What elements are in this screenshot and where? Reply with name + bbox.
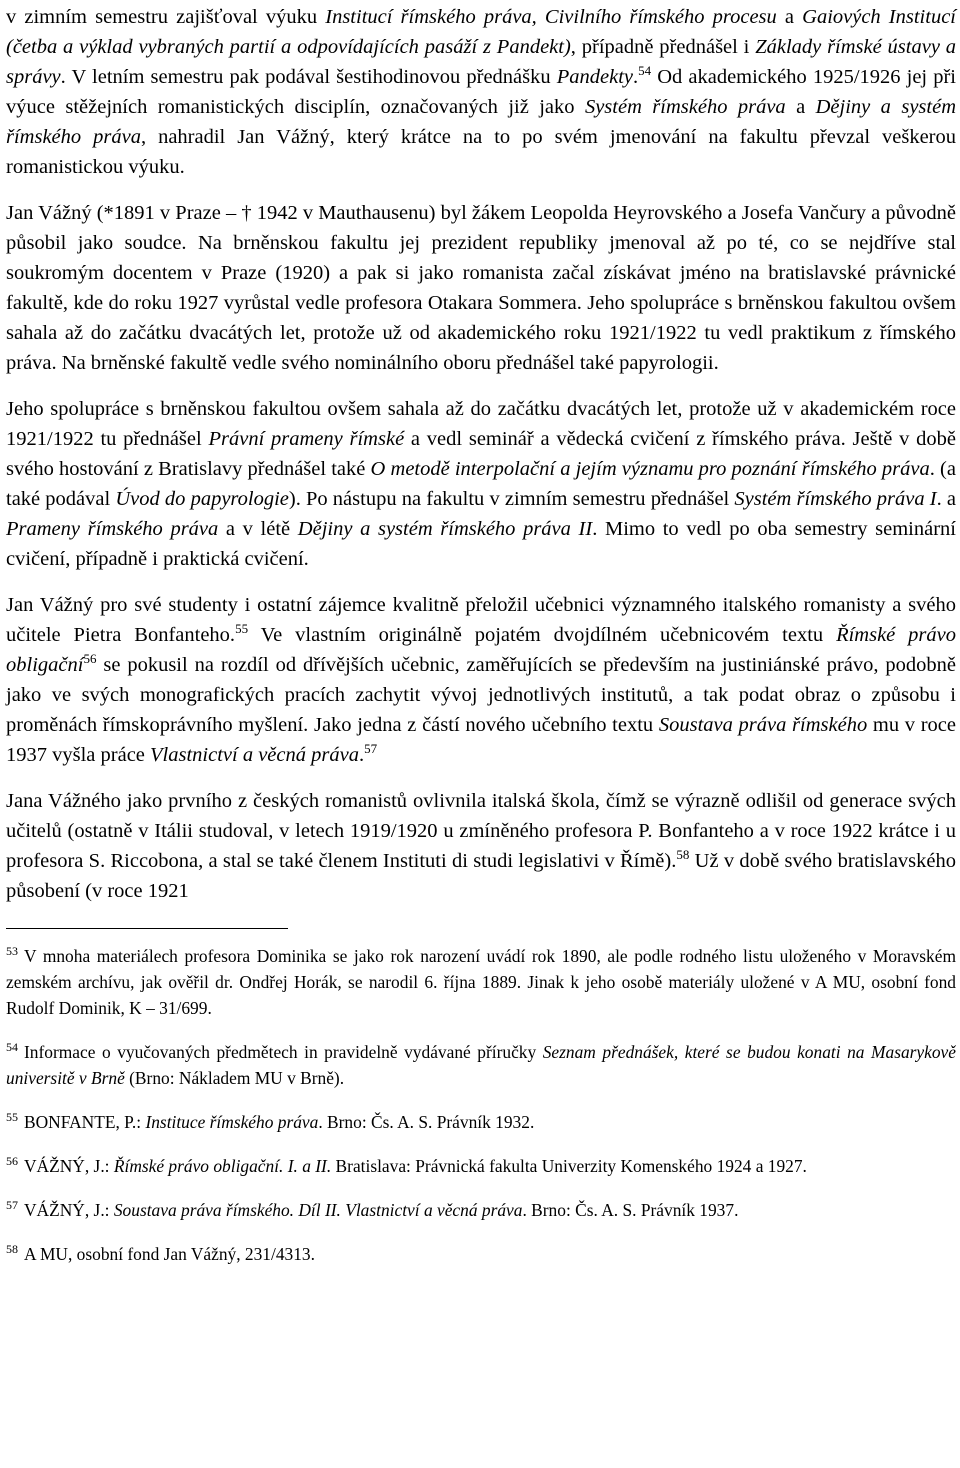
footnote-number: 58 <box>6 1242 18 1257</box>
text-run: . Brno: Čs. A. S. Právník 1932. <box>318 1112 535 1132</box>
paragraph <box>6 590 956 770</box>
text-run: Od akademického 1925/1926 jej při výuce stěžejních romanistických disciplín, označovaných již jako <box>6 66 956 118</box>
text-run: . a <box>936 488 957 510</box>
footnote-number: 57 <box>6 1198 18 1213</box>
italic-text: Seznam přednášek, které se budou konati na Masarykově universitě v Brně <box>6 1042 956 1088</box>
text-run: . Brno: Čs. A. S. Právník 1937. <box>522 1200 739 1220</box>
footnote <box>6 1109 956 1135</box>
footnote-reference[interactable]: 58 <box>676 847 690 863</box>
footnote-reference[interactable]: 54 <box>638 63 652 79</box>
text-run: a <box>785 96 816 118</box>
italic-text: Soustava práva římského <box>658 714 868 736</box>
italic-text: Pandekty <box>556 66 633 88</box>
text-run: . <box>358 744 365 766</box>
text-run: a <box>776 6 803 28</box>
italic-text: O metodě interpolační a jejím významu pro poznání římského práva <box>370 458 930 480</box>
document-page <box>6 0 956 1285</box>
text-run: ). Po nástupu na fakultu v zimním semestru přednášel <box>288 488 735 510</box>
footnote-separator <box>6 928 288 929</box>
text-run: a v létě <box>218 518 298 540</box>
text-run: v zimním semestru zajišťoval výuku <box>6 6 326 28</box>
footnote-reference[interactable]: 55 <box>235 621 249 637</box>
text-run: , nahradil Jan Vážný, který krátce na to po svém jmenování na fakultu převzal veškerou romanistickou výuku. <box>6 126 957 178</box>
footnote <box>6 943 956 1021</box>
italic-text: Římské právo obligační. I. a II. <box>113 1156 332 1176</box>
italic-text: Římské právo obligační <box>6 624 957 676</box>
text-run: . V letním semestru pak podával šestihodinovou přednášku <box>60 66 557 88</box>
italic-text: Institucí římského práva, Civilního římského procesu <box>325 6 777 28</box>
text-run: a vedl seminář a vědecká cvičení z římského práva. Ještě v době svého hostování z Bratislavy přednášel také <box>6 428 956 480</box>
text-run: , případně přednášel i <box>570 36 756 58</box>
text-run: mu v roce 1937 vyšla práce <box>6 714 956 766</box>
text-run: Jan Vážný (*1891 v Praze – † 1942 v Mauthausenu) byl žákem Leopolda Heyrovského a Josefa Vančury a původně působil jako soudce. Na brněnskou fakultu jej prezident republiky jmenoval až po té, co se nejdříve stal soukromým docentem v Praze (1920) a pak si jako romanista začal získávat jméno na bratislavské právnické fakultě, kde do roku 1927 vyrůstal vedle profesora Otakara Sommera. Jeho spolupráce s brněnskou fakultou ovšem sahala až do začátku dvacátých let, protože už od akademického roku 1921/1922 tu vedl praktikum z římského práva. Na brněnské fakultě vedle svého nominálního oboru přednášel také papyrologii. <box>6 202 956 374</box>
italic-text: Úvod do papyrologie <box>115 488 289 510</box>
body-text <box>6 2 956 906</box>
text-run: Informace o vyučovaných předmětech in pravidelně vydávané příručky <box>24 1042 543 1062</box>
paragraph <box>6 2 956 182</box>
footnote-reference[interactable]: 57 <box>364 741 378 757</box>
text-run: Jana Vážného jako prvního z českých romanistů ovlivnila italská škola, čímž se výrazně odlišil od generace svých učitelů (ostatně v Itálii studoval, v letech 1919/1920 u zmíněného profesora P. Bonfanteho a v roce 1922 krátce i u profesora S. Riccobona, a stal se také členem Instituti di studi legislativi v Římě). <box>6 790 956 872</box>
footnote <box>6 1153 956 1179</box>
footnote-number: 55 <box>6 1110 18 1125</box>
footnote <box>6 1241 956 1267</box>
italic-text: Dějiny a systém římského práva <box>6 96 956 148</box>
text-run: Bratislava: Právnická fakulta Univerzity Komenského 1924 a 1927. <box>331 1156 807 1176</box>
italic-text: Systém římského práva I <box>734 488 937 510</box>
text-run: VÁŽNÝ, J.: <box>24 1200 114 1220</box>
text-run: se pokusil na rozdíl od dřívějších učebnic, zaměřujících se především na justiniánské právo, podobně jako ve svých monografických pracích zachytit vývoj jednotlivých institutů, a tak podat obraz o způsobu i proměnách římskoprávního myšlení. Jako jedna z částí nového učebního textu <box>6 654 956 736</box>
text-run: Jan Vážný pro své studenty i ostatní zájemce kvalitně přeložil učebnici významného italského romanisty a svého učitele Pietra Bonfanteho. <box>6 594 956 646</box>
text-run: Už v době svého bratislavského působení (v roce 1921 <box>6 850 956 902</box>
text-run: . <box>633 66 639 88</box>
italic-text: Prameny římského práva <box>6 518 219 540</box>
footnote-number: 54 <box>6 1040 18 1055</box>
italic-text: Gaiových Institucí (četba a výklad vybraných partií a odpovídajících pasáží z Pandekt) <box>6 6 956 58</box>
italic-text: Soustava práva římského. Díl II. Vlastnictví a věcná práva <box>113 1200 523 1220</box>
footnotes <box>6 943 956 1267</box>
footnote-number: 53 <box>6 944 18 959</box>
text-run: Ve vlastním originálně pojatém dvojdílném učebnicovém textu <box>248 624 837 646</box>
text-run: . (a také podával <box>6 458 956 510</box>
italic-text: Vlastnictví a věcná práva <box>150 744 359 766</box>
text-run: VÁŽNÝ, J.: <box>24 1156 114 1176</box>
text-run: V mnoha materiálech profesora Dominika se jako rok narození uvádí rok 1890, ale podle rodného listu uloženého v Moravském zemském archívu, jak ověřil dr. Ondřej Horák, se narodil 6. října 1889. Jinak k jeho osobě materiály uložené v A MU, osobní fond Rudolf Dominik, K – 31/699. <box>6 946 956 1018</box>
footnote <box>6 1197 956 1223</box>
footnote-reference[interactable]: 56 <box>83 651 97 667</box>
paragraph <box>6 394 956 574</box>
text-run: (Brno: Nákladem MU v Brně). <box>124 1068 345 1088</box>
text-run: Jeho spolupráce s brněnskou fakultou ovšem sahala až do začátku dvacátých let, protože už v akademickém roce 1921/1922 tu přednášel <box>6 398 956 450</box>
italic-text: Právní prameny římské <box>208 428 405 450</box>
text-run: . Mimo to vedl po oba semestry seminární cvičení, případně i praktická cvičení. <box>6 518 956 570</box>
footnote <box>6 1039 956 1091</box>
italic-text: Instituce římského práva <box>145 1112 319 1132</box>
text-run: BONFANTE, P.: <box>24 1112 146 1132</box>
text-run: A MU, osobní fond Jan Vážný, 231/4313. <box>24 1244 315 1264</box>
italic-text: Základy římské ústavy a správy <box>6 36 957 88</box>
footnote-number: 56 <box>6 1154 18 1169</box>
paragraph <box>6 198 956 378</box>
paragraph <box>6 786 956 906</box>
italic-text: Systém římského práva <box>584 96 786 118</box>
italic-text: Dějiny a systém římského práva II <box>297 518 593 540</box>
